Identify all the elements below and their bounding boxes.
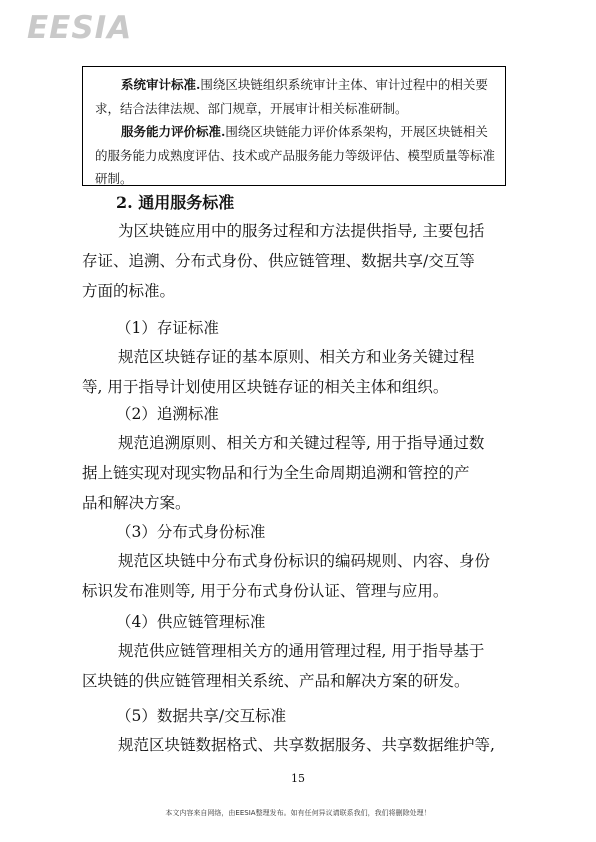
- eesia-logo: EESIA: [27, 10, 133, 46]
- section-heading: 2. 通用服务标准: [116, 193, 235, 212]
- subheading-identity: （3）分布式身份标准: [116, 523, 266, 541]
- paragraph-supply-chain: [82, 636, 508, 696]
- intro-line: 存证、追溯、分布式身份、供应链管理、数据共享/交互等: [82, 252, 475, 270]
- intro-paragraph: [82, 216, 508, 306]
- subheading-data-sharing: （5）数据共享/交互标准: [116, 707, 287, 725]
- box-term-service: 服务能力评价标准.: [121, 124, 226, 139]
- paragraph-line: 规范供应链管理相关方的通用管理过程, 用于指导基于: [118, 642, 485, 660]
- paragraph-data-sharing: [82, 730, 508, 760]
- paragraph-line: 规范区块链数据格式、共享数据服务、共享数据维护等,: [118, 736, 495, 754]
- subheading-cunzheng: （1）存证标准: [116, 319, 219, 337]
- intro-line: 为区块链应用中的服务过程和方法提供指导, 主要包括: [118, 222, 485, 240]
- paragraph-zhuisu: [82, 428, 508, 518]
- boxed-standards-note: [82, 66, 506, 186]
- page-number: 15: [291, 772, 305, 785]
- intro-line: 方面的标准。: [82, 282, 176, 300]
- paragraph-line: 等, 用于指导计划使用区块链存证的相关主体和组织。: [82, 378, 449, 396]
- paragraph-line: 区块链的供应链管理相关系统、产品和解决方案的研发。: [82, 672, 470, 690]
- paragraph-line: 规范区块链中分布式身份标识的编码规则、内容、身份: [118, 552, 491, 570]
- box-paragraph-audit: [95, 73, 495, 120]
- box-text-service: 围绕区块链能力评价体系架构，开展区块链相关的服务能力成熟度评估、技术或产品服务能力等级评估、模型质量等标准研制。: [95, 124, 496, 186]
- paragraph-line: 标识发布准则等, 用于分布式身份认证、管理与应用。: [82, 582, 449, 600]
- paragraph-cunzheng: [82, 342, 508, 402]
- box-text-audit: 围绕区块链组织系统审计主体、审计过程中的相关要求，结合法律法规、部门规章，开展审计相关标准研制。: [95, 77, 488, 116]
- footer-disclaimer: 本文内容来自网络，由EESIA整理发布。如有任何异议请联系我们，我们将删除处理！: [165, 809, 431, 817]
- paragraph-line: 品和解决方案。: [82, 494, 191, 512]
- subheading-zhuisu: （2）追溯标准: [116, 405, 219, 423]
- paragraph-line: 据上链实现对现实物品和行为全生命周期追溯和管控的产: [82, 464, 470, 482]
- paragraph-identity: [82, 546, 508, 606]
- box-paragraph-service: [95, 120, 495, 191]
- box-term-audit: 系统审计标准.: [121, 77, 201, 92]
- subheading-supply-chain: （4）供应链管理标准: [116, 613, 266, 631]
- paragraph-line: 规范追溯原则、相关方和关键过程等, 用于指导通过数: [118, 434, 485, 452]
- paragraph-line: 规范区块链存证的基本原则、相关方和业务关键过程: [118, 348, 475, 366]
